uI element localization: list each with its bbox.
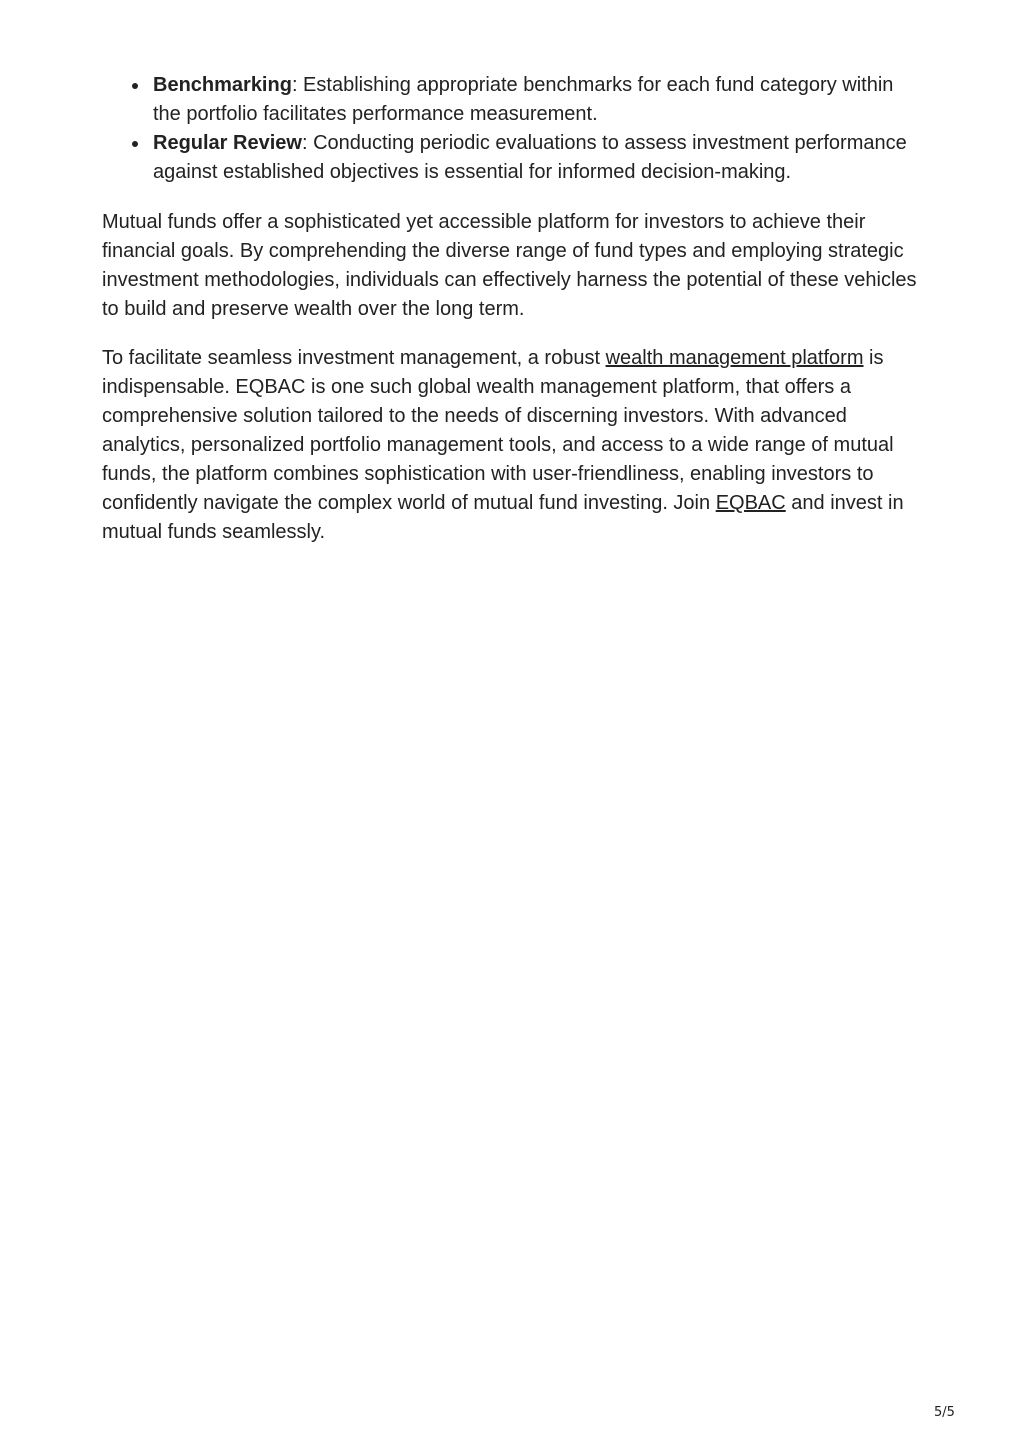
list-item-benchmarking bbox=[153, 71, 926, 129]
paragraph-text: To facilitate seamless investment management, a robust bbox=[102, 347, 606, 369]
bullet-term: Benchmarking bbox=[153, 74, 292, 96]
paragraph-text: is indispensable. EQBAC is one such global wealth management platform, that offers a comprehensive solution tailored to the needs of discerning investors. With advanced analytics, personalized portfolio management tools, and access to a wide range of mutual funds, the platform combines sophistication with user-friendliness, enabling investors to confidently navigate the complex world of mutual fund investing. Join bbox=[102, 347, 894, 514]
paragraph-summary: Mutual funds offer a sophisticated yet accessible platform for investors to achieve their financial goals. By comprehending the diverse range of fund types and employing strategic investment methodologies, individuals can effectively harness the potential of these vehicles to build and preserve wealth over the long term. bbox=[102, 211, 917, 320]
list-item-regular-review bbox=[153, 129, 926, 187]
page-number: 5/5 bbox=[934, 1405, 955, 1420]
bullet-text: : Establishing appropriate benchmarks for each fund category within the portfolio facilitates performance measurement. bbox=[153, 74, 894, 125]
eqbac-link[interactable]: EQBAC bbox=[715, 492, 786, 514]
bullet-term: Regular Review bbox=[153, 132, 302, 154]
bullet-icon bbox=[132, 141, 138, 147]
bullet-list bbox=[102, 71, 926, 187]
bullet-icon bbox=[132, 83, 138, 89]
bullet-text: : Conducting periodic evaluations to assess investment performance against established objectives is essential for informed decision-making. bbox=[153, 132, 907, 183]
document-body bbox=[102, 71, 926, 547]
paragraph-platform bbox=[102, 344, 926, 547]
wealth-management-platform-link[interactable]: wealth management platform bbox=[605, 347, 864, 369]
paragraph-text: and invest in mutual funds seamlessly. bbox=[102, 492, 904, 543]
